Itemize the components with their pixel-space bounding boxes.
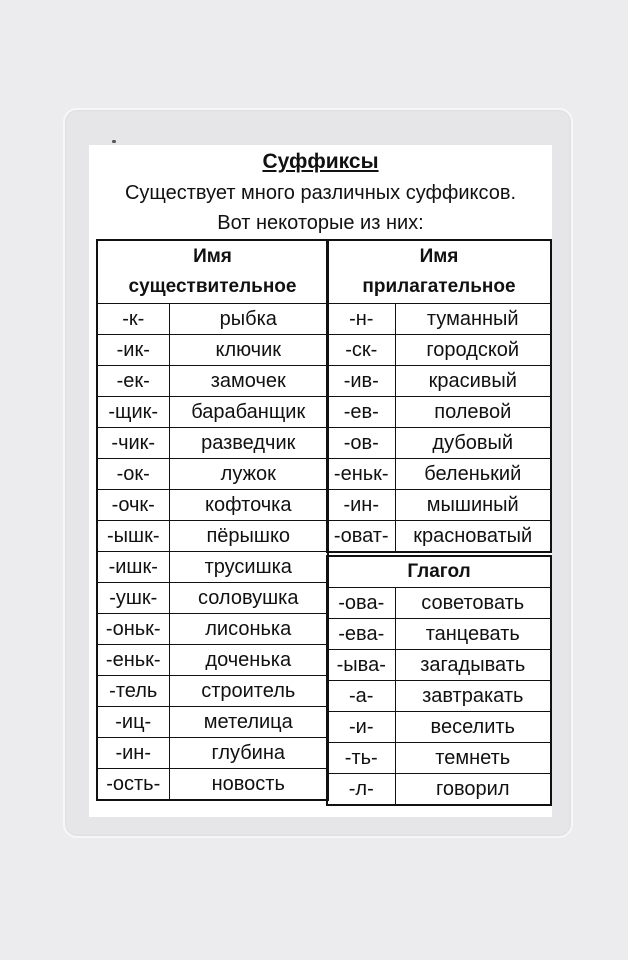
adjective-header bbox=[327, 240, 551, 304]
adjective-header-line1: Имя bbox=[419, 246, 459, 267]
verb-row bbox=[327, 681, 551, 712]
noun-suffix-cell: -ок- bbox=[97, 459, 169, 490]
noun-word-cell: метелица bbox=[169, 707, 328, 738]
noun-row bbox=[97, 707, 328, 738]
noun-word-cell: барабанщик bbox=[169, 397, 328, 428]
noun-suffix-cell: -чик- bbox=[97, 428, 169, 459]
verb-word-cell: советовать bbox=[395, 588, 551, 619]
noun-word-cell: кофточка bbox=[169, 490, 328, 521]
verb-word-cell: говорил bbox=[395, 774, 551, 806]
adjective-word-cell: полевой bbox=[395, 397, 551, 428]
noun-suffix-cell: -ушк- bbox=[97, 583, 169, 614]
adjective-word-cell: туманный bbox=[395, 304, 551, 335]
noun-table bbox=[96, 239, 329, 801]
verb-table bbox=[326, 555, 552, 806]
adjective-row bbox=[327, 304, 551, 335]
noun-word-cell: разведчик bbox=[169, 428, 328, 459]
noun-suffix-cell: -ышк- bbox=[97, 521, 169, 552]
verb-row bbox=[327, 774, 551, 806]
verb-suffix-cell: -и- bbox=[327, 712, 395, 743]
verb-suffix-cell: -ева- bbox=[327, 619, 395, 650]
noun-header-line2: существительное bbox=[128, 276, 297, 297]
adjective-suffix-cell: -ив- bbox=[327, 366, 395, 397]
noun-suffix-cell: -оньк- bbox=[97, 614, 169, 645]
adjective-suffix-cell: -ск- bbox=[327, 335, 395, 366]
adjective-suffix-cell: -н- bbox=[327, 304, 395, 335]
verb-word-cell: завтракать bbox=[395, 681, 551, 712]
noun-word-cell: новость bbox=[169, 769, 328, 801]
adjective-suffix-cell: -оват- bbox=[327, 521, 395, 553]
verb-header: Глагол bbox=[327, 556, 551, 588]
adjective-table bbox=[326, 239, 552, 553]
noun-row bbox=[97, 738, 328, 769]
adjective-word-cell: дубовый bbox=[395, 428, 551, 459]
adjective-row bbox=[327, 335, 551, 366]
noun-word-cell: пёрышко bbox=[169, 521, 328, 552]
verb-word-cell: загадывать bbox=[395, 650, 551, 681]
verb-suffix-cell: -л- bbox=[327, 774, 395, 806]
noun-suffix-cell: -еньк- bbox=[97, 645, 169, 676]
noun-word-cell: строитель bbox=[169, 676, 328, 707]
card-title: Суффиксы bbox=[262, 150, 379, 173]
suffix-card bbox=[89, 145, 552, 817]
noun-suffix-cell: -ость- bbox=[97, 769, 169, 801]
noun-word-cell: лужок bbox=[169, 459, 328, 490]
noun-word-cell: соловушка bbox=[169, 583, 328, 614]
noun-row bbox=[97, 459, 328, 490]
adjective-word-cell: красноватый bbox=[395, 521, 551, 553]
noun-row bbox=[97, 366, 328, 397]
noun-row bbox=[97, 335, 328, 366]
noun-word-cell: ключик bbox=[169, 335, 328, 366]
noun-row bbox=[97, 397, 328, 428]
noun-header bbox=[97, 240, 328, 304]
verb-suffix-cell: -а- bbox=[327, 681, 395, 712]
adjective-word-cell: городской bbox=[395, 335, 551, 366]
noun-word-cell: лисонька bbox=[169, 614, 328, 645]
verb-row bbox=[327, 619, 551, 650]
verb-suffix-cell: -ова- bbox=[327, 588, 395, 619]
adjective-row bbox=[327, 459, 551, 490]
noun-row bbox=[97, 552, 328, 583]
adjective-word-cell: красивый bbox=[395, 366, 551, 397]
adjective-suffix-cell: -ин- bbox=[327, 490, 395, 521]
verb-row bbox=[327, 588, 551, 619]
noun-word-cell: глубина bbox=[169, 738, 328, 769]
noun-row bbox=[97, 428, 328, 459]
noun-suffix-cell: -ишк- bbox=[97, 552, 169, 583]
noun-row bbox=[97, 645, 328, 676]
noun-word-cell: рыбка bbox=[169, 304, 328, 335]
adjective-row bbox=[327, 397, 551, 428]
noun-word-cell: трусишка bbox=[169, 552, 328, 583]
adjective-row bbox=[327, 428, 551, 459]
verb-word-cell: темнеть bbox=[395, 743, 551, 774]
verb-row bbox=[327, 712, 551, 743]
adjective-suffix-cell: -ов- bbox=[327, 428, 395, 459]
noun-word-cell: доченька bbox=[169, 645, 328, 676]
noun-suffix-cell: -очк- bbox=[97, 490, 169, 521]
noun-row bbox=[97, 614, 328, 645]
noun-suffix-cell: -ик- bbox=[97, 335, 169, 366]
noun-suffix-cell: -иц- bbox=[97, 707, 169, 738]
adjective-row bbox=[327, 521, 551, 553]
verb-word-cell: танцевать bbox=[395, 619, 551, 650]
verb-word-cell: веселить bbox=[395, 712, 551, 743]
adjective-word-cell: мышиный bbox=[395, 490, 551, 521]
adjective-suffix-cell: -еньк- bbox=[327, 459, 395, 490]
adjective-suffix-cell: -ев- bbox=[327, 397, 395, 428]
verb-suffix-cell: -ть- bbox=[327, 743, 395, 774]
noun-suffix-cell: -к- bbox=[97, 304, 169, 335]
noun-suffix-cell: -ин- bbox=[97, 738, 169, 769]
adjective-row bbox=[327, 366, 551, 397]
noun-row bbox=[97, 304, 328, 335]
verb-suffix-cell: -ыва- bbox=[327, 650, 395, 681]
verb-row bbox=[327, 743, 551, 774]
noun-suffix-cell: -щик- bbox=[97, 397, 169, 428]
noun-word-cell: замочек bbox=[169, 366, 328, 397]
noun-row bbox=[97, 521, 328, 552]
adjective-header-line2: прилагательное bbox=[362, 276, 516, 297]
noun-row bbox=[97, 490, 328, 521]
noun-row bbox=[97, 583, 328, 614]
dust-speck bbox=[112, 140, 116, 143]
verb-row bbox=[327, 650, 551, 681]
noun-suffix-cell: -ек- bbox=[97, 366, 169, 397]
noun-row bbox=[97, 676, 328, 707]
intro-line-2: Вот некоторые из них: bbox=[217, 212, 424, 234]
noun-row bbox=[97, 769, 328, 801]
adjective-row bbox=[327, 490, 551, 521]
noun-suffix-cell: -тель bbox=[97, 676, 169, 707]
adjective-word-cell: беленький bbox=[395, 459, 551, 490]
intro-line-1: Существует много различных суффиксов. bbox=[124, 182, 517, 204]
noun-header-line1: Имя bbox=[193, 246, 232, 267]
